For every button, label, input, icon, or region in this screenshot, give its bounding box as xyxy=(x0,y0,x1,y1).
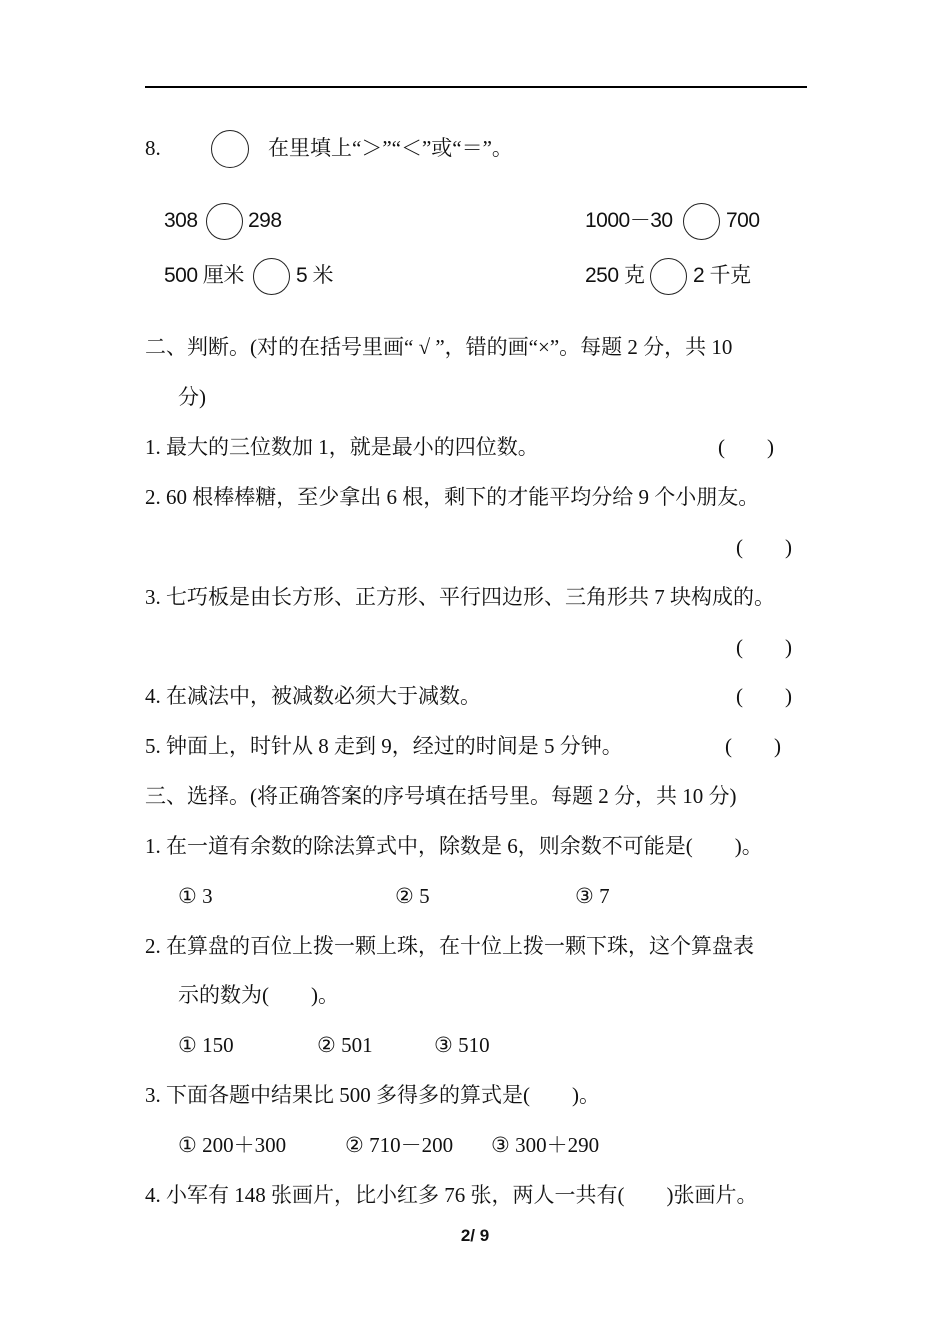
mc-q3-option-3[interactable]: ③ 300＋290 xyxy=(491,1133,600,1157)
q8-item3-left: 500 厘米 xyxy=(164,264,244,287)
q8-number: 8. xyxy=(145,136,161,160)
mc-q3: 3. 下面各题中结果比 500 多得多的算式是( )。 xyxy=(145,1083,600,1107)
page-number: 2/ 9 xyxy=(460,1226,490,1245)
mc-q1-option-3[interactable]: ③ 7 xyxy=(575,884,610,908)
q8-item1-right: 298 xyxy=(248,209,282,232)
mc-q1-option-2[interactable]: ② 5 xyxy=(395,884,430,908)
top-rule xyxy=(145,86,807,88)
q8-item4-right: 2 千克 xyxy=(693,264,751,287)
mc-q2-option-2[interactable]: ② 501 xyxy=(317,1033,373,1057)
tf-item-2-answer[interactable]: ( ) xyxy=(736,535,792,559)
q8-instruction: 在里填上“＞”“＜”或“＝”。 xyxy=(268,136,513,160)
section3-heading: 三、选择。(将正确答案的序号填在括号里。每题 2 分，共 10 分) xyxy=(145,784,737,808)
tf-item-4-answer[interactable]: ( ) xyxy=(736,684,792,708)
mc-q2: 2. 在算盘的百位上拨一颗上珠，在十位上拨一颗下珠，这个算盘表 xyxy=(145,934,754,958)
mc-q3-option-1[interactable]: ① 200＋300 xyxy=(178,1133,287,1157)
tf-item-5-answer[interactable]: ( ) xyxy=(725,734,781,758)
mc-q2-option-1[interactable]: ① 150 xyxy=(178,1033,234,1057)
q8-item2-left: 1000－30 xyxy=(585,209,673,232)
tf-item-4: 4. 在减法中，被减数必须大于减数。 xyxy=(145,684,481,708)
tf-item-2: 2. 60 根棒棒糖，至少拿出 6 根，剩下的才能平均分给 9 个小朋友。 xyxy=(145,485,760,509)
mc-q2-cont: 示的数为( )。 xyxy=(178,983,339,1007)
tf-item-1: 1. 最大的三位数加 1，就是最小的四位数。 xyxy=(145,435,539,459)
q8-item1-answer-circle[interactable] xyxy=(206,203,243,240)
mc-q1-option-1[interactable]: ① 3 xyxy=(178,884,213,908)
q8-item3-right: 5 米 xyxy=(296,264,334,287)
q8-example-circle xyxy=(211,130,249,168)
tf-item-1-answer[interactable]: ( ) xyxy=(718,435,774,459)
mc-q3-option-2[interactable]: ② 710－200 xyxy=(345,1133,454,1157)
tf-item-3-answer[interactable]: ( ) xyxy=(736,635,792,659)
mc-q1: 1. 在一道有余数的除法算式中，除数是 6，则余数不可能是( )。 xyxy=(145,834,763,858)
q8-item4-left: 250 克 xyxy=(585,264,645,287)
section2-heading: 二、判断。(对的在括号里画“ √ ”，错的画“×”。每题 2 分，共 10 xyxy=(145,335,733,359)
q8-item2-right: 700 xyxy=(726,209,760,232)
q8-item1-left: 308 xyxy=(164,209,198,232)
mc-q4: 4. 小军有 148 张画片，比小红多 76 张，两人一共有( )张画片。 xyxy=(145,1183,758,1207)
tf-item-5: 5. 钟面上，时针从 8 走到 9，经过的时间是 5 分钟。 xyxy=(145,734,623,758)
mc-q2-option-3[interactable]: ③ 510 xyxy=(434,1033,490,1057)
q8-item4-answer-circle[interactable] xyxy=(650,258,687,295)
tf-item-3: 3. 七巧板是由长方形、正方形、平行四边形、三角形共 7 块构成的。 xyxy=(145,585,775,609)
q8-item2-answer-circle[interactable] xyxy=(683,203,720,240)
q8-item3-answer-circle[interactable] xyxy=(253,258,290,295)
section2-heading-cont: 分) xyxy=(178,385,206,409)
